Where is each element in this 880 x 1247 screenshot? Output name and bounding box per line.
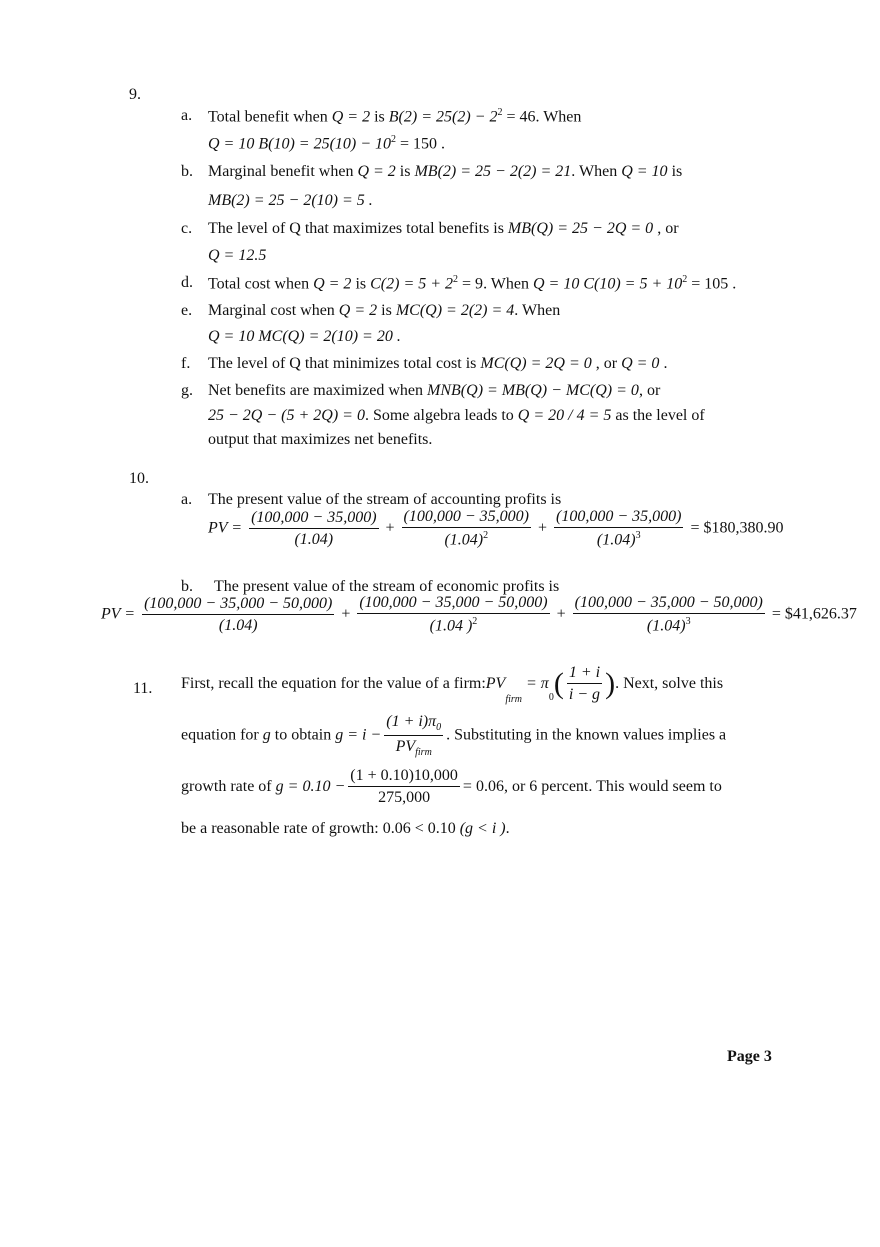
growth-formula-fraction: $\frac{(1 + i)\pi_0}{PV_{firm}}$ [386, 713, 442, 758]
question-number-11: 11. [133, 680, 153, 697]
item-9g-line2: 25 − 2Q − (5 + 2Q) = 0. Some algebra leads to Q = 20 / 4 = 5 as the level of [208, 407, 705, 424]
pv-accounting-result: = $180,380.90 [690, 519, 784, 537]
pv-term-3: $\frac{(100,000 - 35,000)}{(1.04)^3}$ [556, 508, 682, 549]
pv-term-2: $\frac{(100,000 - 35,000)}{(1.04)^2}$ [403, 508, 529, 549]
pv-econ-term-2: $\frac{(100,000 - 35,000 - 50,000)}{(1.04 )^2}$ [359, 594, 548, 635]
item-9d-label: d. [181, 274, 193, 291]
item-9e-line1: Marginal cost when Q = 2 is MC(Q) = 2(2) = 4. When [208, 302, 561, 319]
item-9c-line2: Q = 12.5 [208, 247, 267, 264]
item-9g-label: g. [181, 382, 193, 399]
item-9f-line: The level of Q that minimizes total cost is MC(Q) = 2Q = 0 , or Q = 0 . [208, 355, 668, 372]
q11-line3: growth rate of g = 0.10 − $\frac{(1 + 0.10)10,000}{275,000}$ = 0.06, or 6 percent. This would seem to [181, 767, 722, 807]
item-9b-line1: Marginal benefit when Q = 2 is MB(2) = 25 − 2(2) = 21. When Q = 10 is [208, 163, 683, 180]
item-9b-line2: MB(2) = 25 − 2(10) = 5 . [208, 192, 373, 209]
item-10a-text: The present value of the stream of accounting profits is [208, 491, 562, 508]
pv-econ-term-1: $\frac{(100,000 - 35,000 - 50,000)}{(1.04)}$ [144, 594, 333, 635]
item-9a-label: a. [181, 107, 193, 124]
item-10b-label: b. [181, 578, 193, 595]
q11-line4: be a reasonable rate of growth: 0.06 < 0.10 (g < i ). [181, 820, 510, 837]
item-9e-label: e. [181, 302, 193, 319]
pv-economic-equation: PV = $\frac{(100,000 - 35,000 - 50,000)}{(1.04)}$ + $\frac{(100,000 - 35,000 - 50,000)}{(1.04 )^2}$ + $\frac{(100,000 - 35,000 - 50,000)}{(1.04)^3}$ = $41,626.37 [101, 594, 857, 635]
pv-econ-term-3: $\frac{(100,000 - 35,000 - 50,000)}{(1.04)^3}$ [574, 594, 763, 635]
item-9a-line2: Q = 10 $B(10) = 25(10) - 10^2 = 150$ . [208, 134, 446, 153]
q11-line1: First, recall the equation for the value of a $firm:PV_{firm} = \pi_0$( $\frac{1 + i}{i - g}$ ). Next, solve this [181, 664, 724, 706]
item-9c-label: c. [181, 220, 193, 237]
item-9b-label: b. [181, 163, 193, 180]
pv-economic-result: = $41,626.37 [771, 605, 857, 623]
question-number-10: 10. [129, 470, 149, 487]
item-9a-line1: Total benefit when Q = 2 is $B(2) = 25(2) - 2^2 = 46$. When [208, 107, 582, 126]
firm-value-fraction: $\frac{1 + i}{i - g}$ [568, 664, 601, 704]
pv-accounting-equation: PV = $\frac{(100,000 - 35,000)}{(1.04)}$ + $\frac{(100,000 - 35,000)}{(1.04)^2}$ + $\frac{(100,000 - 35,000)}{(1.04)^3}$ = $180,380.90 [208, 508, 784, 549]
item-10a-label: a. [181, 491, 193, 508]
item-9g-line1: Net benefits are maximized when MNB(Q) = MB(Q) − MC(Q) = 0, or [208, 382, 661, 399]
page-number: Page 3 [727, 1048, 772, 1065]
pv-term-1: $\frac{(100,000 - 35,000)}{(1.04)}$ [251, 508, 377, 549]
item-9c-line1: The level of Q that maximizes total benefits is MB(Q) = 25 − 2Q = 0 , or [208, 220, 679, 237]
item-9e-line2: Q = 10 MC(Q) = 2(10) = 20 . [208, 328, 401, 345]
item-9g-line3: output that maximizes net benefits. [208, 431, 433, 448]
item-9d-line: Total cost when Q = 2 is $C(2) = 5 + 2^2 = 9$. When Q = 10 $C(10) = 5 + 10^2 = 105$ . [208, 274, 737, 293]
question-number-9: 9. [129, 86, 141, 103]
q11-line2: equation for g to obtain g = i − $\frac{(1 + i)\pi_0}{PV_{firm}}$ . Substituting in the known values implies a [181, 713, 727, 758]
item-9f-label: f. [181, 355, 191, 372]
item-10b-text: The present value of the stream of economic profits is [214, 578, 560, 595]
growth-rate-fraction: $\frac{(1 + 0.10)10,000}{275,000}$ [350, 767, 458, 807]
